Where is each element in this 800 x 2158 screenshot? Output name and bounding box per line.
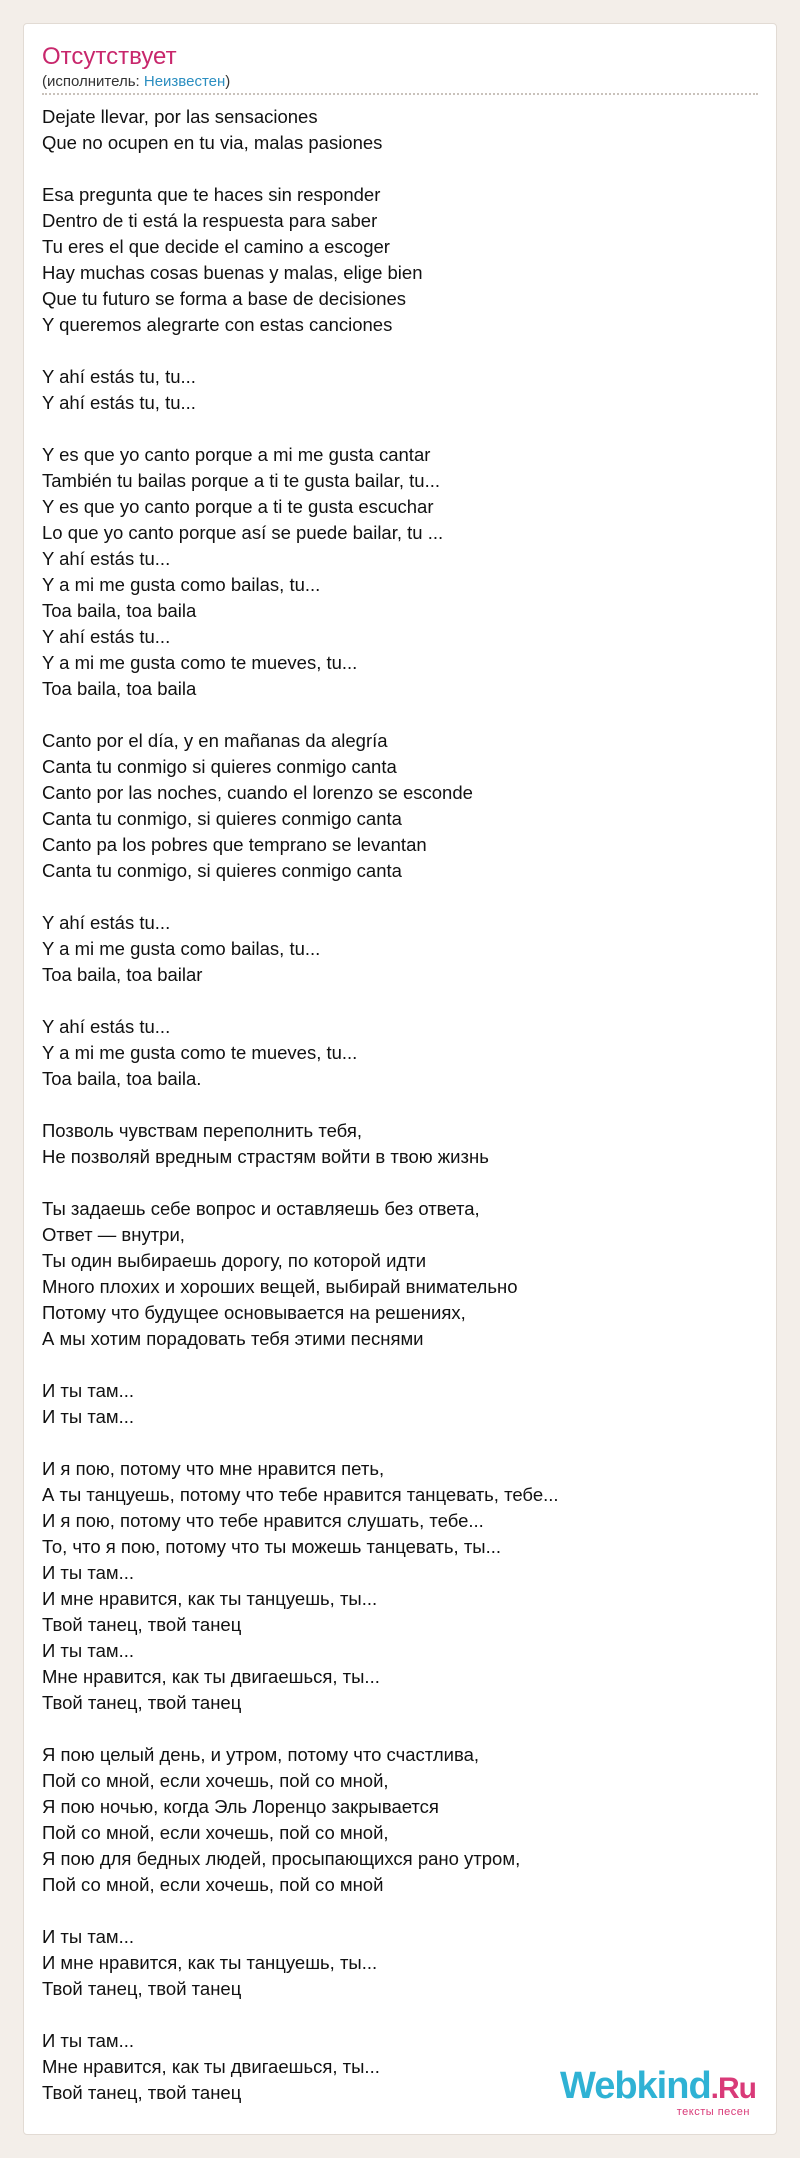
lyric-line: И мне нравится, как ты танцуешь, ты... <box>42 1952 378 1973</box>
logo-dot: . <box>710 2072 718 2105</box>
site-logo[interactable] <box>560 2067 756 2118</box>
lyric-line: И ты там... <box>42 1380 135 1401</box>
lyric-line: Твой танец, твой танец <box>42 1614 242 1635</box>
lyric-line: Я пою целый день, и утром, потому что счастлива, <box>42 1744 480 1765</box>
lyric-line: Y ahí estás tu... <box>42 912 171 933</box>
stanza-gap <box>42 1092 758 1118</box>
stanza-gap <box>42 156 758 182</box>
stanza-gap <box>42 416 758 442</box>
lyric-line: Y a mi me gusta como bailas, tu... <box>42 938 321 959</box>
lyric-line: Позволь чувствам переполнить тебя, <box>42 1120 363 1141</box>
lyric-line: Пой со мной, если хочешь, пой со мной, <box>42 1822 389 1843</box>
lyric-line: И ты там... <box>42 1562 135 1583</box>
song-header <box>42 42 758 92</box>
lyric-line: И ты там... <box>42 1640 135 1661</box>
lyric-line: Que no ocupen en tu via, malas pasiones <box>42 132 383 153</box>
lyric-line: Твой танец, твой танец <box>42 2082 242 2103</box>
artist-line <box>42 72 758 92</box>
lyric-line: Потому что будущее основывается на решениях, <box>42 1302 466 1323</box>
lyric-line: Y ahí estás tu... <box>42 626 171 647</box>
logo-tld: Ru <box>718 2072 756 2105</box>
lyric-line: Lo que yo canto porque así se puede bailar, tu ... <box>42 522 444 543</box>
lyric-line: И я пою, потому что тебе нравится слушать, тебе... <box>42 1510 484 1531</box>
artist-suffix: ) <box>225 73 231 90</box>
lyric-line: Toa baila, toa baila <box>42 678 197 699</box>
lyric-line: Canta tu conmigo, si quieres conmigo canta <box>42 808 402 829</box>
lyrics-card <box>23 23 777 2135</box>
stanza-gap <box>42 702 758 728</box>
lyric-line: Canta tu conmigo si quieres conmigo canta <box>42 756 397 777</box>
lyric-line: Esa pregunta que te haces sin responder <box>42 184 381 205</box>
lyric-line: Мне нравится, как ты двигаешься, ты... <box>42 1666 380 1687</box>
lyric-line: Я пою для бедных людей, просыпающихся рано утром, <box>42 1848 521 1869</box>
lyric-line: Y ahí estás tu... <box>42 1016 171 1037</box>
stanza-gap <box>42 988 758 1014</box>
lyric-line: Canto por el día, y en mañanas da alegría <box>42 730 388 751</box>
lyric-line: Canta tu conmigo, si quieres conmigo canta <box>42 860 402 881</box>
lyric-line: Я пою ночью, когда Эль Лоренцо закрывается <box>42 1796 439 1817</box>
lyric-line: Toa baila, toa baila <box>42 600 197 621</box>
stanza-gap <box>42 1170 758 1196</box>
stanza-gap <box>42 1430 758 1456</box>
lyric-line: Y a mi me gusta como te mueves, tu... <box>42 652 358 673</box>
lyric-line: Toa baila, toa baila. <box>42 1068 202 1089</box>
lyric-line: Dejate llevar, por las sensaciones <box>42 106 318 127</box>
artist-link[interactable]: Неизвестен <box>143 73 226 90</box>
lyric-line: Ответ — внутри, <box>42 1224 185 1245</box>
logo-wordmark <box>560 2067 756 2108</box>
lyric-line: Пой со мной, если хочешь, пой со мной <box>42 1874 384 1895</box>
header-divider <box>42 93 758 95</box>
stanza-gap <box>42 884 758 910</box>
stanza-gap <box>42 338 758 364</box>
lyric-line: И ты там... <box>42 1926 135 1947</box>
stanza-gap <box>42 1352 758 1378</box>
lyric-line: Canto pa los pobres que temprano se levantan <box>42 834 427 855</box>
lyric-line: Dentro de ti está la respuesta para saber <box>42 210 378 231</box>
lyric-line: И мне нравится, как ты танцуешь, ты... <box>42 1588 378 1609</box>
stanza-gap <box>42 1716 758 1742</box>
lyric-line: Y ahí estás tu, tu... <box>42 366 196 387</box>
lyric-line: Y ahí estás tu, tu... <box>42 392 196 413</box>
lyric-line: И я пою, потому что мне нравится петь, <box>42 1458 385 1479</box>
lyric-line: Не позволяй вредным страстям войти в твою жизнь <box>42 1146 489 1167</box>
lyric-line: Y ahí estás tu... <box>42 548 171 569</box>
lyric-line: А ты танцуешь, потому что тебе нравится танцевать, тебе... <box>42 1484 559 1505</box>
lyric-line: Tu eres el que decide el camino a escoger <box>42 236 390 257</box>
lyric-line: Canto por las noches, cuando el lorenzo se esconde <box>42 782 473 803</box>
lyrics-body <box>42 104 758 2106</box>
lyric-line: Y a mi me gusta como bailas, tu... <box>42 574 321 595</box>
song-title: Отсутствует <box>42 43 177 70</box>
lyric-line: Ты задаешь себе вопрос и оставляешь без ответа, <box>42 1198 480 1219</box>
logo-tagline: тексты песен <box>676 2106 750 2118</box>
lyric-line: А мы хотим порадовать тебя этими песнями <box>42 1328 424 1349</box>
lyric-line: Твой танец, твой танец <box>42 1692 242 1713</box>
logo-main-text: Webkind <box>560 2065 711 2107</box>
lyric-line: Твой танец, твой танец <box>42 1978 242 1999</box>
lyric-line: Y es que yo canto porque a mi me gusta cantar <box>42 444 431 465</box>
lyric-line: Ты один выбираешь дорогу, по которой идти <box>42 1250 427 1271</box>
lyric-line: Que tu futuro se forma a base de decisiones <box>42 288 407 309</box>
stanza-gap <box>42 2002 758 2028</box>
lyric-line: Y queremos alegrarte con estas canciones <box>42 314 393 335</box>
lyric-line: Y es que yo canto porque a ti te gusta escuchar <box>42 496 434 517</box>
lyric-line: Y a mi me gusta como te mueves, tu... <box>42 1042 358 1063</box>
lyric-line: Hay muchas cosas buenas y malas, elige bien <box>42 262 423 283</box>
lyric-line: Toa baila, toa bailar <box>42 964 203 985</box>
lyric-line: И ты там... <box>42 2030 135 2051</box>
lyric-line: También tu bailas porque a ti te gusta bailar, tu... <box>42 470 440 491</box>
lyric-line: Пой со мной, если хочешь, пой со мной, <box>42 1770 389 1791</box>
lyric-line: И ты там... <box>42 1406 135 1427</box>
stanza-gap <box>42 1898 758 1924</box>
lyric-line: То, что я пою, потому что ты можешь танцевать, ты... <box>42 1536 502 1557</box>
artist-prefix: (исполнитель: <box>42 73 144 90</box>
lyric-line: Мне нравится, как ты двигаешься, ты... <box>42 2056 380 2077</box>
lyric-line: Много плохих и хороших вещей, выбирай внимательно <box>42 1276 518 1297</box>
